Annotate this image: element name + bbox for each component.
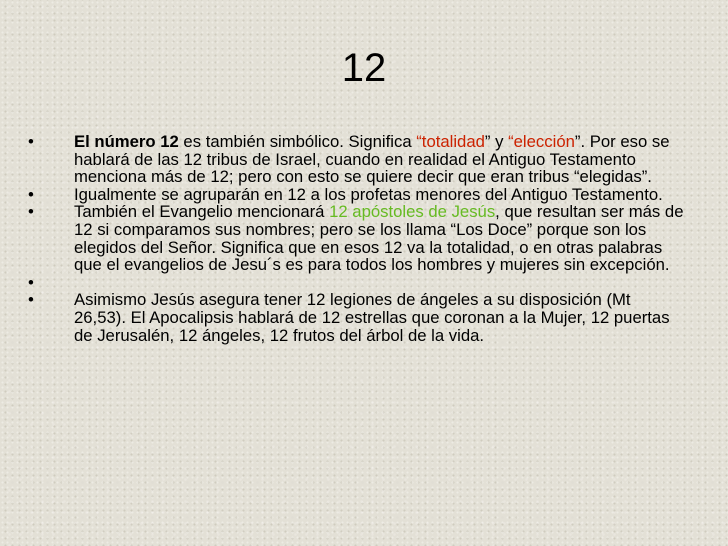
highlight-apostoles: 12 apóstoles de Jesús <box>329 202 496 222</box>
bullet-text-part: Asimismo Jesús asegura tener 12 legiones de ángeles a su disposición (Mt 26,53). El Apocalipsis hablará de 12 estrellas que coronan a la Mujer, 12 puertas de Jerusalén, 12 ángeles, 12 frutos del árbol de la vida. <box>74 290 670 345</box>
highlight-eleccion: “elección <box>508 132 575 151</box>
bullet-item-numero-12 <box>24 133 686 186</box>
bullet-dot: • <box>28 272 34 292</box>
bullet-text-part: ”. Por eso se hablará de las 12 tribus de Israel, cuando en realidad el Antiguo Testamento menciona más de 12; pero con esto se quiere decir que eran tribus “elegidas”. <box>74 132 670 187</box>
bullet-text-part: El número 12 <box>74 132 179 151</box>
bullet-text-part: Igualmente se agruparán en 12 a los profetas menores del Antiguo Testamento. <box>74 184 663 204</box>
slide-title: 12 <box>341 46 387 90</box>
bullet-text-part: , que resultan ser más de 12 si comparamos sus nombres; pero se los llama “Los Doce” porque son los elegidos del Señor. Significa que en esos 12 va la totalidad, o en otras palabras que el evangelios de Jesu´s es para todos los hombres y mujeres sin excepción. <box>74 202 684 275</box>
highlight-totalidad: “totalidad <box>416 132 485 151</box>
bullet-item-apostoles <box>24 203 686 273</box>
bullet-dot: • <box>28 290 34 310</box>
bullet-list <box>24 133 686 344</box>
bullet-item-empty <box>24 274 686 292</box>
bullet-dot: • <box>28 202 34 222</box>
bullet-dot: • <box>28 132 34 151</box>
bullet-text-part: ” y <box>484 132 509 151</box>
bullet-item-legiones <box>24 291 686 344</box>
bullet-item-profetas <box>24 186 686 204</box>
bullet-text-part: es también simbólico. Significa <box>178 132 417 151</box>
bullet-text-part: También el Evangelio mencionará <box>74 202 330 222</box>
bullet-dot: • <box>28 184 34 204</box>
